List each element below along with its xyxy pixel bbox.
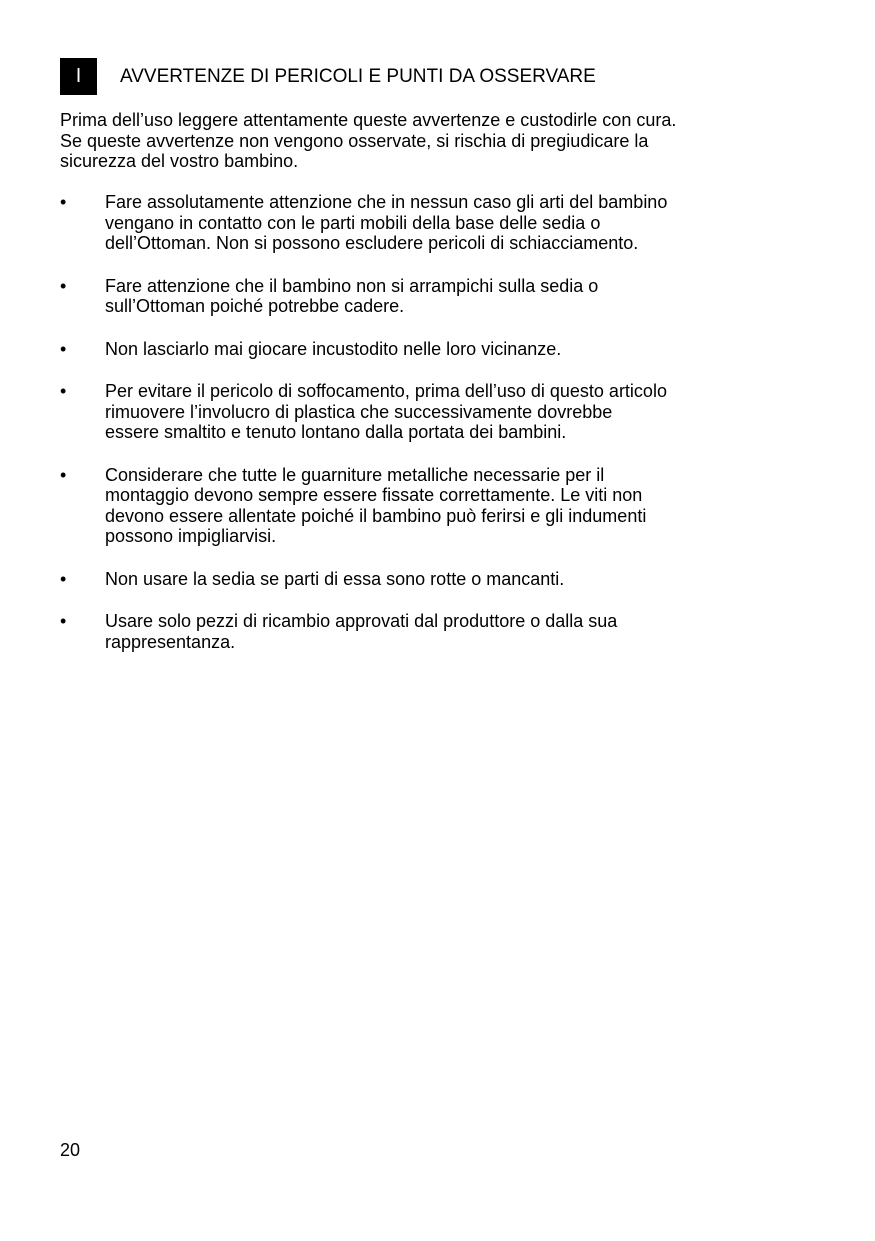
warning-item [60,381,820,443]
warning-text: Considerare che tutte le guarniture metalliche necessarie per il montaggio devono sempre essere fissate correttamente. Le viti non devono essere allentate poiché il bambino può ferirsi e gli indumenti possono impigliarvisi. [105,464,647,546]
section-header [60,58,596,95]
bullet-icon: • [60,275,67,296]
warning-text: Usare solo pezzi di ricambio approvati dal produttore o dalla sua rappresentanza. [105,611,618,652]
page-number: 20 [60,1140,81,1160]
warning-text: Per evitare il pericolo di soffocamento, prima dell’uso di questo articolo rimuovere l’involucro di plastica che successivamente dovrebbe essere smaltito e tenuto lontano dalla portata dei bambini. [105,381,667,442]
warning-item [60,569,820,590]
warning-item [60,276,820,317]
intro-paragraph: Prima dell’uso leggere attentamente queste avvertenze e custodirle con cura. Se queste avvertenze non vengono osservate, si rischia di pregiudicare la sicurezza del vostro bambino. [60,110,677,171]
bullet-icon: • [60,464,67,485]
section-title: AVVERTENZE DI PERICOLI E PUNTI DA OSSERVARE [120,65,596,87]
warning-text: Non lasciarlo mai giocare incustodito nelle loro vicinanze. [105,338,562,359]
bullet-icon: • [60,338,67,359]
warning-text: Fare assolutamente attenzione che in nessun caso gli arti del bambino vengano in contatto con le parti mobili della base delle sedia o dell’Ottoman. Non si possono escludere pericoli di schiacciamento. [105,192,668,253]
warning-text: Non usare la sedia se parti di essa sono rotte o mancanti. [105,568,565,589]
warnings-list [60,192,820,674]
bullet-icon: • [60,381,67,401]
warning-item [60,192,820,254]
language-badge: I [60,58,97,95]
warning-text: Fare attenzione che il bambino non si arrampichi sulla sedia o sull’Ottoman poiché potrebbe cadere. [105,275,599,316]
bullet-icon: • [60,611,67,631]
bullet-icon: • [60,192,67,212]
warning-item [60,339,820,360]
warning-item [60,611,820,652]
warning-item [60,465,820,547]
bullet-icon: • [60,568,67,589]
